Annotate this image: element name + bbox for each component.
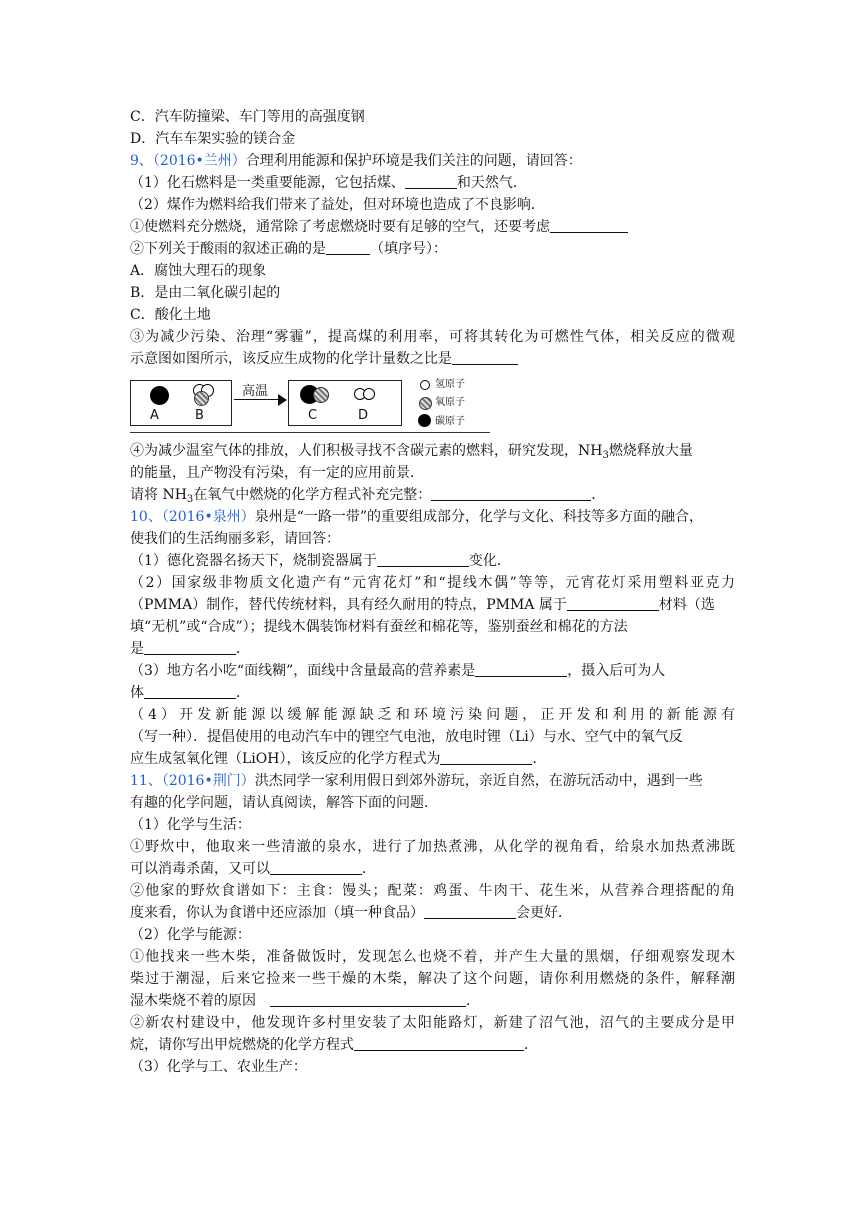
q11-part1-1b (130, 858, 735, 880)
q11-part1-2a: ②他家的野炊食谱如下：主食：馒头；配菜：鸡蛋、牛肉干、花生米，从营养合理搭配的角 (130, 883, 735, 899)
question-10-heading (130, 506, 735, 528)
q10-part4c (130, 748, 735, 770)
q9-part2-4b: 的能量，且产物没有污染，有一定的应用前景． (130, 465, 424, 481)
reaction-diagram (130, 376, 490, 438)
answer-blank[interactable] (567, 595, 659, 611)
q11-part2-1c (130, 990, 735, 1012)
q9-part1 (130, 172, 735, 194)
text: 请将 NH (130, 487, 187, 503)
q11-part2-2b (130, 1034, 735, 1056)
text: 体 (130, 685, 144, 701)
label-a: A (150, 408, 159, 423)
answer-blank[interactable] (144, 683, 236, 699)
arrow-head-icon (278, 394, 287, 406)
oxygen-atom (313, 387, 329, 403)
subscript: 3 (186, 494, 194, 505)
oxygen-atom (194, 391, 209, 406)
text: 度来看，你认为食谱中还应添加（填一种食品） (130, 905, 424, 921)
question-9-heading (130, 150, 735, 172)
text: ，摄入后可为人 (567, 663, 666, 679)
question-text: 泉州是“一路一带”的重要组成部分，化学与文化、科技等多方面的融合， (254, 509, 704, 525)
question-number: 9、 (130, 153, 153, 169)
text: ②下列关于酸雨的叙述正确的是 (130, 241, 326, 257)
subscript: 3 (602, 450, 609, 461)
legend-hydrogen: 氢原子 (435, 379, 465, 390)
text: ④为减少温室气体的排放，人们积极寻找不含碳元素的燃料，研究发现，NH (130, 443, 603, 459)
label-b: B (195, 408, 204, 423)
q11-part2: （2）化学与能源： (130, 927, 251, 943)
hydrogen-atom (363, 388, 375, 400)
answer-blank[interactable] (405, 173, 457, 189)
text: ． (236, 685, 250, 701)
q9-part2-3a: ③为减少污染、治理“雾霾”，提高煤的利用率，可将其转化为可燃性气体，相关反应的微观 (130, 329, 735, 345)
question-source[interactable]: （2016•兰州） (152, 153, 246, 169)
q11-text2: 有趣的化学问题，请认真阅读，解答下面的问题． (130, 795, 438, 811)
text: ． (591, 487, 606, 503)
hydrogen-legend-icon (420, 380, 430, 390)
label-c: C (308, 408, 318, 423)
q9-part2-1 (130, 216, 735, 238)
diagram-baseline (130, 432, 490, 433)
q9-part2: （2）煤作为燃料给我们带来了益处，但对环境也造成了不良影响． (130, 197, 545, 213)
carbon-legend-icon (418, 414, 431, 427)
oxygen-legend-icon (419, 397, 432, 410)
question-text: 洪杰同学一家利用假日到郊外游玩，亲近自然，在游玩活动中，遇到一些 (254, 773, 703, 789)
answer-blank[interactable] (377, 551, 469, 567)
text: 材料（选 (658, 597, 715, 613)
question-source[interactable]: （2016•泉州） (161, 509, 255, 525)
text: 会更好． (516, 905, 572, 921)
question-source[interactable]: （2016•荆门） (161, 773, 255, 789)
text: ①使燃料充分燃烧，通常除了考虑燃烧时要有足够的空气，还要考虑 (130, 219, 550, 235)
text: 燃烧释放大量 (608, 443, 693, 459)
answer-blank[interactable] (550, 217, 628, 233)
reactants-box (130, 380, 232, 426)
q10-part4b: （写一种）．提倡使用的电动汽车中的锂空气电池，放电时锂（Li）与水、空气中的氧气反 (130, 729, 683, 745)
text: 示意图如图所示，该反应生成物的化学计量数之比是 (130, 351, 452, 367)
text: 变化． (468, 553, 511, 569)
text: 应生成氢氧化锂（LiOH），该反应的化学方程式为 (130, 751, 441, 767)
choice-c: C．酸化土地 (130, 307, 211, 323)
answer-blank[interactable] (452, 349, 518, 365)
q10-part4a: （4）开发新能源以缓解能源缺乏和环境污染问题，正开发和利用的新能源有 (130, 707, 735, 723)
q11-part2-1b: 柴过于潮湿，后来它捡来一些干燥的木柴，解决了这个问题，请你利用燃烧的条件，解释潮 (130, 971, 735, 987)
answer-blank[interactable] (475, 661, 567, 677)
answer-blank[interactable] (144, 639, 236, 655)
q10-part2a: （2）国家级非物质文化遗产有“元宵花灯”和“提线木偶”等等，元宵花灯采用塑料亚克力 (130, 575, 735, 591)
text: （1）德化瓷器名扬天下，烧制瓷器属于 (130, 553, 377, 569)
document-page (130, 106, 735, 1078)
question-number: 11、 (130, 773, 162, 789)
text: ． (362, 861, 376, 877)
q10-part2c: 填“无机”或“合成”）；提线木偶装饰材料有蚕丝和棉花等，鉴别蚕丝和棉花的方法 (130, 619, 628, 635)
text: 湿木柴烧不着的原因 (130, 993, 256, 1009)
question-number: 10、 (130, 509, 162, 525)
answer-blank[interactable] (354, 1035, 524, 1051)
q11-part3: （3）化学与工、农业生产： (130, 1059, 307, 1075)
text: （3）地方名小吃“面线糊”，面线中含量最高的营养素是 (130, 663, 476, 679)
answer-blank[interactable] (424, 903, 516, 919)
q11-part2-1a: ①他找来一些木柴，准备做饭时，发现怎么也烧不着，并产生大量的黑烟，仔细观察发现木 (130, 949, 735, 965)
question-11-heading (130, 770, 735, 792)
q9-part2-4c (130, 484, 735, 506)
legend-oxygen: 氧原子 (435, 397, 465, 408)
q10-part2b (130, 594, 735, 616)
choice-a: A．腐蚀大理石的现象 (130, 263, 267, 279)
q9-part2-3b (130, 348, 735, 370)
choice-b: B．是由二氧化碳引起的 (130, 285, 281, 301)
text: （PMMA）制作，替代传统材料，具有经久耐用的特点，PMMA 属于 (130, 597, 567, 613)
q11-part1-2b (130, 902, 735, 924)
text: 在氧气中燃烧的化学方程式补充完整： (193, 487, 432, 503)
q11-part1-1a: ①野炊中，他取来一些清澈的泉水，进行了加热煮沸，从化学的视角看，给泉水加热煮沸既 (130, 839, 735, 855)
q11-part2-2a: ②新农村建设中，他发现许多村里安装了太阳能路灯，新建了沼气池，沼气的主要成分是甲 (130, 1015, 735, 1031)
answer-blank[interactable] (326, 239, 370, 255)
text: （1）化石燃料是一类重要能源，它包括煤、 (130, 175, 405, 191)
reaction-arrow (234, 399, 280, 400)
option-c: C．汽车防撞梁、车门等用的高强度钢 (130, 109, 365, 125)
text: 和天然气． (456, 175, 527, 191)
q10-part2d (130, 638, 735, 660)
text: 烷，请你写出甲烷燃烧的化学方程式 (130, 1037, 354, 1053)
q11-part1: （1）化学与生活： (130, 817, 251, 833)
option-d: D．汽车车架实验的镁合金 (130, 131, 296, 147)
text: （填序号）： (370, 241, 447, 257)
answer-blank[interactable] (431, 485, 591, 501)
answer-blank[interactable] (440, 749, 532, 765)
label-d: D (358, 408, 369, 423)
answer-blank[interactable] (270, 991, 466, 1007)
text: 可以消毒杀菌，又可以 (130, 861, 270, 877)
q10-part3b (130, 682, 735, 704)
q10-part1 (130, 550, 735, 572)
text: ． (532, 751, 547, 767)
text: ． (524, 1037, 538, 1053)
arrow-label: 高温 (242, 384, 269, 399)
text: ． (236, 641, 250, 657)
carbon-atom (150, 386, 169, 405)
q9-part2-4a (130, 440, 735, 462)
text: ． (466, 993, 480, 1009)
answer-blank[interactable] (270, 859, 362, 875)
q10-text2: 使我们的生活绚丽多彩，请回答： (130, 531, 340, 547)
q10-part3a (130, 660, 735, 682)
legend-carbon: 碳原子 (435, 416, 465, 427)
question-text: 合理利用能源和保护环境是我们关注的问题，请回答： (245, 153, 582, 169)
text: 是 (130, 641, 144, 657)
q9-part2-2 (130, 238, 735, 260)
